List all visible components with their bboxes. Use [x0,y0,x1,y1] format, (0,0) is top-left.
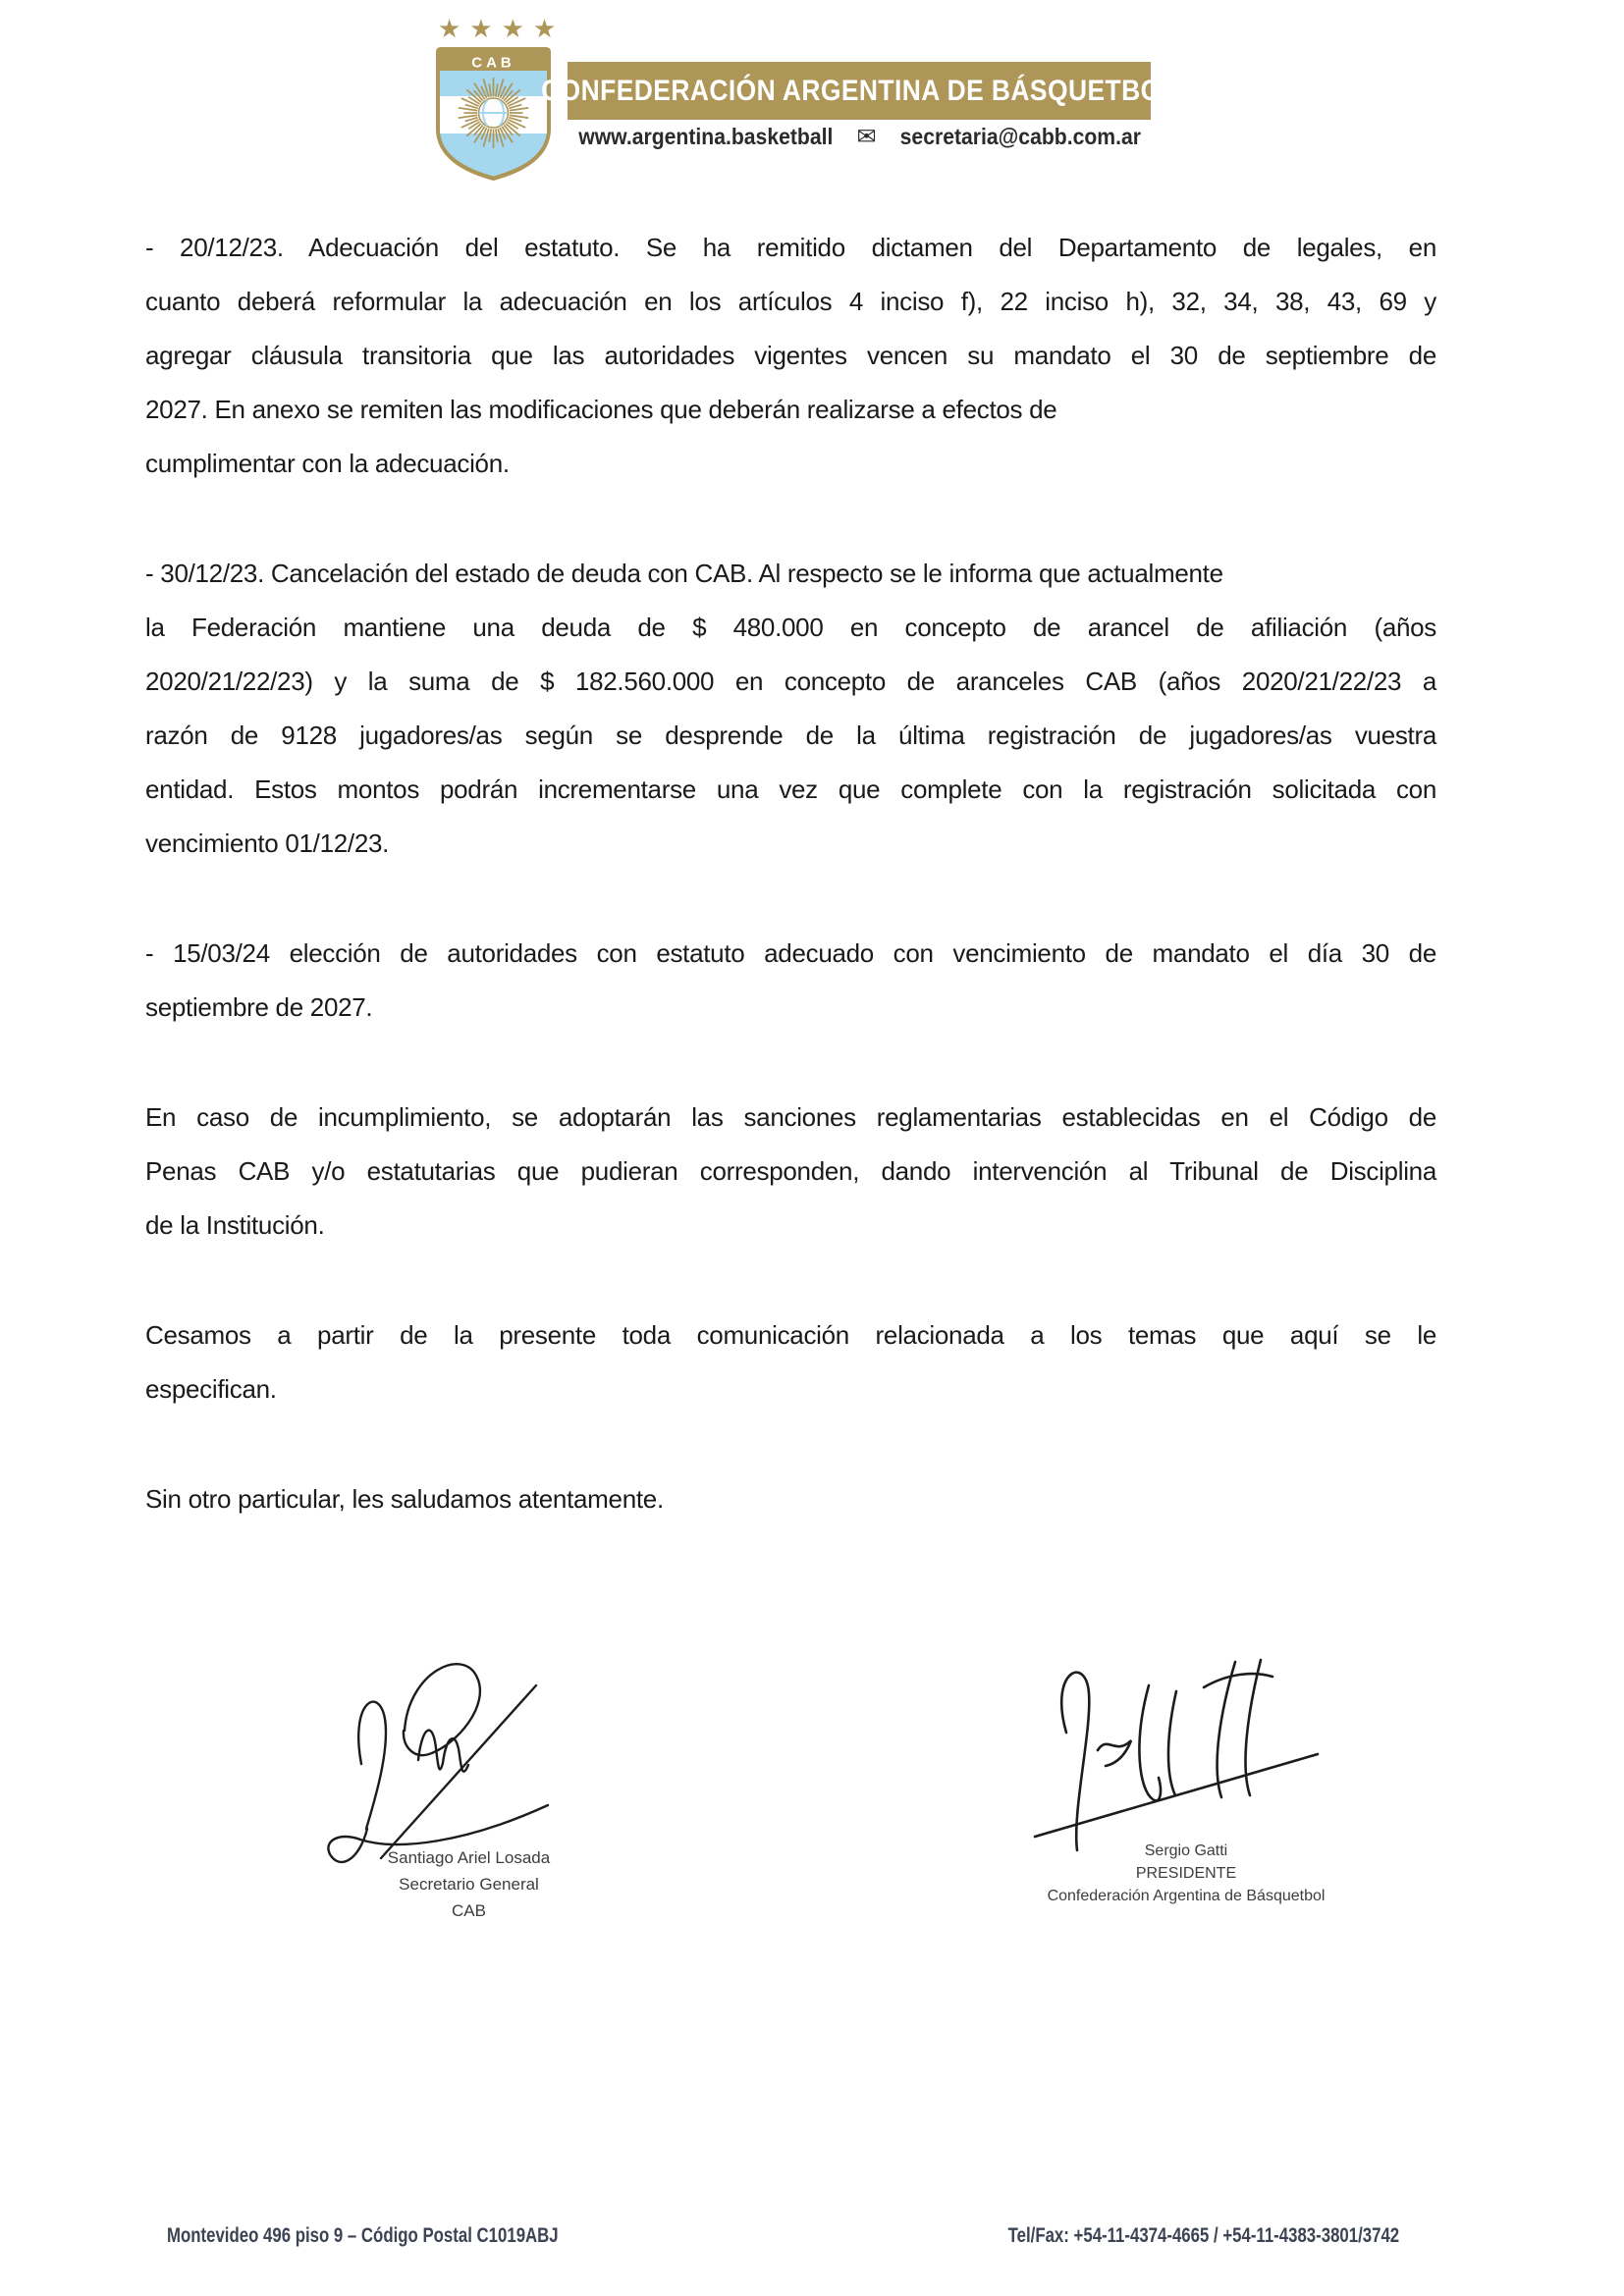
footer-phone: Tel/Fax: +54-11-4374-4665 / +54-11-4383-3801/3742 [1007,2224,1399,2247]
paragraph [145,221,1436,491]
cab-shield-icon [432,44,555,184]
body-line: razón de 9128 jugadores/as según se desprende de la última registración de jugadores/as vuestra [145,721,1436,750]
signature-scrawl-secretary [236,1595,560,1875]
shield-cab-text: CAB [470,54,515,72]
signature-scrawl-president [1011,1625,1335,1855]
body-line: Cesamos a partir de la presente toda comunicación relacionada a los temas que aquí se le [145,1320,1436,1350]
website-text: www.argentina.basketball [578,124,834,149]
org-name-text: CONFEDERACIÓN ARGENTINA DE BÁSQUETBOL [541,74,1177,107]
body-line: Penas CAB y/o estatutarias que pudieran corresponden, dando intervención al Tribunal de Disciplina [145,1156,1436,1186]
email-text: secretaria@cabb.com.ar [899,124,1141,149]
body-line: 2027. En anexo se remiten las modificaciones que deberán realizarse a efectos de [145,395,1057,424]
stars-icon: ★★★★ [438,14,566,43]
body-line: especifican. [145,1374,277,1404]
body-line: la Federación mantiene una deuda de $ 480.000 en concepto de arancel de afiliación (años [145,613,1436,642]
org-name-banner [541,62,1177,120]
body-line: En caso de incumplimiento, se adoptarán las sanciones reglamentarias establecidas en el Código de [145,1102,1436,1132]
body-line: 2020/21/22/23) y la suma de $ 182.560.000 en concepto de aranceles CAB (años 2020/21/22/23 a [145,667,1436,696]
paragraph [145,1472,1436,1526]
body-line: cumplimentar con la adecuación. [145,449,510,478]
signer-name: Santiago Ariel Losada [387,1848,551,1867]
body-line: - 30/12/23. Cancelación del estado de deuda con CAB. Al respecto se le informa que actualmente [145,559,1223,588]
body-line: - 15/03/24 elección de autoridades con estatuto adecuado con vencimiento de mandato el día 30 de [145,938,1436,968]
signer-name: Sergio Gatti [1144,1842,1228,1859]
body-line: vencimiento 01/12/23. [145,828,390,858]
paragraph [145,927,1436,1035]
body-line: agregar cláusula transitoria que las autoridades vigentes vencen su mandato el 30 de septiembre de [145,341,1436,370]
body-line: Sin otro particular, les saludamos atentamente. [145,1484,664,1514]
header-contact-line [518,124,1200,150]
body-line: entidad. Estos montos podrán incrementarse una vez que complete con la registración solicitada con [145,774,1436,804]
envelope-icon: ✉ [856,123,877,150]
page-footer [0,2224,1624,2254]
signer-org: CAB [452,1901,486,1920]
signer-title: PRESIDENTE [1135,1865,1237,1882]
paragraph [145,547,1436,871]
body-line: de la Institución. [145,1210,325,1240]
paragraph [145,1091,1436,1253]
footer-address: Montevideo 496 piso 9 – Código Postal C1019ABJ [167,2224,559,2247]
signature-block-president [1009,1840,1363,1907]
paragraph [145,1308,1436,1416]
signer-title: Secretario General [399,1875,539,1894]
header-logo [429,14,566,184]
letter-body [145,221,1436,1582]
body-line: cuanto deberá reformular la adecuación en los artículos 4 inciso f), 22 inciso h), 32, 34, 38, 43, 69 y [145,287,1436,316]
body-line: septiembre de 2027. [145,992,373,1022]
basketball-icon [478,98,508,128]
signer-org: Confederación Argentina de Básquetbol [1047,1888,1326,1904]
body-line: - 20/12/23. Adecuación del estatuto. Se ha remitido dictamen del Departamento de legales, en [145,233,1436,262]
signature-block-secretary [334,1844,604,1924]
